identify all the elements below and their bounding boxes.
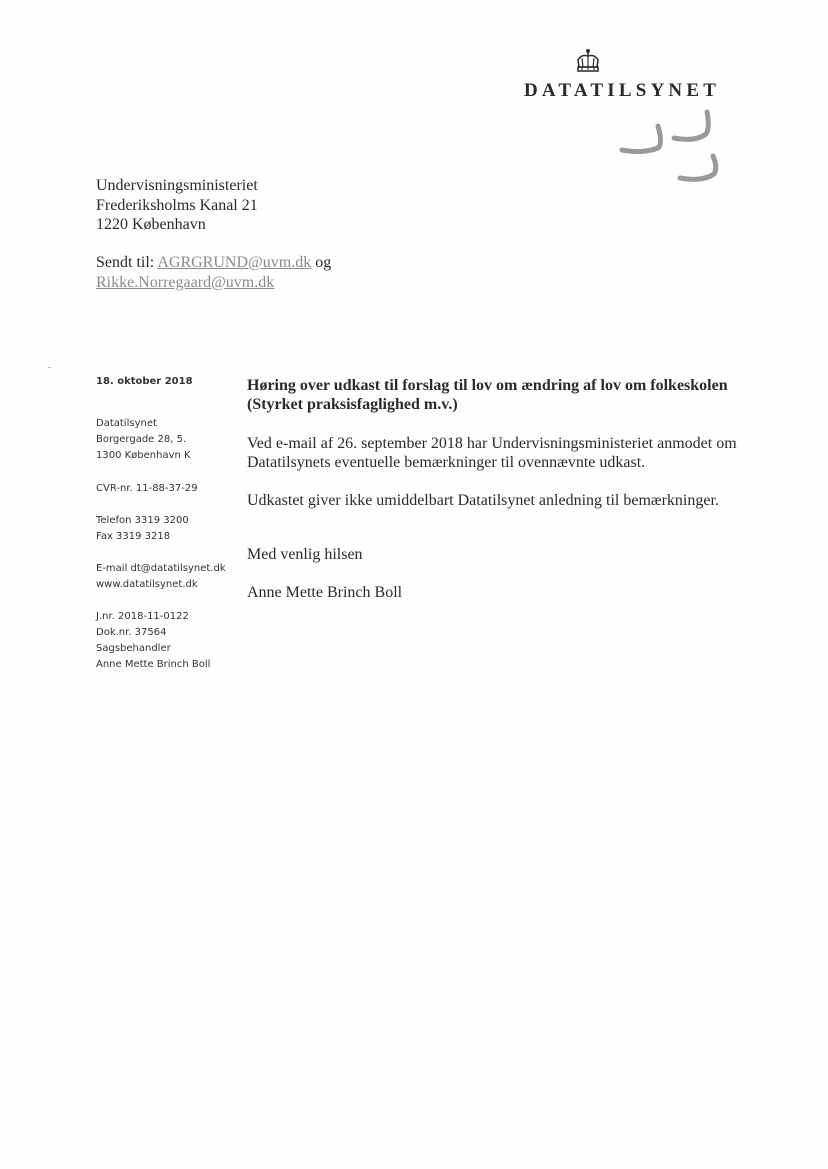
- recipient-city: 1220 København: [96, 216, 206, 233]
- sender-email: E-mail dt@datatilsynet.dk: [96, 563, 226, 574]
- sender-street: Borgergade 28, 5.: [96, 434, 187, 445]
- letter-paragraph-1-line-1: Ved e-mail af 26. september 2018 har Undervisningsministeriet anmodet om: [247, 435, 737, 452]
- letter-title-line-2: (Styrket praksisfaglighed m.v.): [247, 396, 458, 413]
- sender-cvr: CVR-nr. 11-88-37-29: [96, 483, 198, 494]
- case-handler-name: Anne Mette Brinch Boll: [96, 659, 211, 670]
- logo-wordmark: DATATILSYNET: [524, 80, 721, 101]
- letter-paragraph-1-line-2: Datatilsynets eventuelle bemærkninger til ovennævnte udkast.: [247, 454, 646, 471]
- case-handler-label: Sagsbehandler: [96, 643, 171, 654]
- sender-contact: [96, 561, 226, 593]
- sender-phone-block: [96, 513, 189, 545]
- crown-icon: [573, 48, 603, 76]
- sent-to-label: Sendt til:: [96, 254, 158, 271]
- letter-title: [247, 376, 757, 414]
- recipient-name: Undervisningsministeriet: [96, 177, 258, 194]
- sender-city: 1300 København K: [96, 450, 191, 461]
- letter-greeting: Med venlig hilsen: [247, 546, 363, 563]
- letter-signature: Anne Mette Brinch Boll: [247, 584, 403, 601]
- sender-web: www.datatilsynet.dk: [96, 579, 198, 590]
- sender-phone: Telefon 3319 3200: [96, 515, 189, 526]
- document-number: Dok.nr. 37564: [96, 627, 167, 638]
- recipient-address: [96, 176, 258, 235]
- sender-org: Datatilsynet: [96, 418, 157, 429]
- sender-fax: Fax 3319 3218: [96, 531, 171, 542]
- sender-address: [96, 416, 191, 464]
- letter-date: 18. oktober 2018: [96, 376, 193, 387]
- sent-to-joiner: og: [311, 254, 332, 271]
- letter-title-line-1: Høring over udkast til forslag til lov om ændring af lov om folkeskolen: [247, 377, 728, 394]
- sent-to: [96, 253, 331, 292]
- email-link-rikke[interactable]: Rikke.Norregaard@uvm.dk: [96, 273, 275, 291]
- email-link-agrgrund[interactable]: AGRGRUND@uvm.dk: [157, 254, 312, 271]
- case-reference: [96, 609, 210, 673]
- journal-number: J.nr. 2018-11-0122: [96, 611, 189, 622]
- handwritten-stamp-mark: [618, 108, 728, 190]
- margin-mark: [48, 367, 51, 368]
- recipient-street: Frederiksholms Kanal 21: [96, 196, 258, 214]
- letter-paragraph-1: [247, 434, 757, 472]
- letter-paragraph-2: Udkastet giver ikke umiddelbart Datatilsynet anledning til bemærkninger.: [247, 492, 719, 509]
